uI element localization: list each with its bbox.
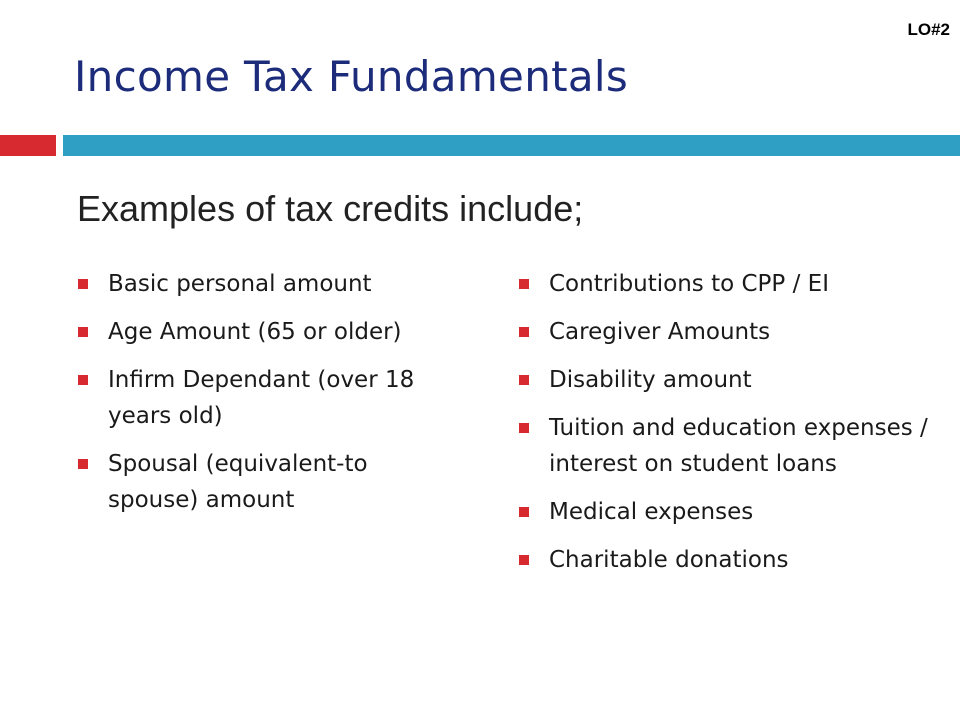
list-item	[515, 314, 945, 350]
list-item-text: Basic personal amount	[108, 271, 372, 297]
list-item-text: Infirm Dependant (over 18 years old)	[108, 367, 415, 429]
slide-subtitle: Examples of tax credits include;	[77, 188, 584, 229]
list-item	[74, 362, 454, 434]
learning-objective-tag: LO#2	[907, 20, 950, 39]
list-item	[74, 314, 454, 350]
list-item	[515, 410, 945, 482]
slide-title: Income Tax Fundamentals	[74, 52, 629, 101]
list-item-text: Spousal (equivalent-to spouse) amount	[108, 451, 368, 513]
list-item	[74, 266, 454, 302]
square-bullet-icon	[78, 375, 88, 385]
list-item-text: Tuition and education expenses / interest on student loans	[549, 415, 928, 477]
square-bullet-icon	[519, 327, 529, 337]
square-bullet-icon	[519, 423, 529, 433]
title-rule-red-segment	[0, 135, 56, 156]
square-bullet-icon	[519, 375, 529, 385]
square-bullet-icon	[519, 279, 529, 289]
square-bullet-icon	[519, 555, 529, 565]
list-item	[515, 266, 945, 302]
list-item-text: Charitable donations	[549, 547, 789, 573]
list-item-text: Contributions to CPP / EI	[549, 271, 829, 297]
square-bullet-icon	[78, 327, 88, 337]
list-item-text: Medical expenses	[549, 499, 754, 525]
list-item-text: Age Amount (65 or older)	[108, 319, 402, 345]
list-item	[515, 542, 945, 578]
square-bullet-icon	[78, 459, 88, 469]
list-item-text: Disability amount	[549, 367, 752, 393]
square-bullet-icon	[519, 507, 529, 517]
list-item	[74, 446, 454, 518]
list-item	[515, 494, 945, 530]
right-bullet-list	[515, 266, 945, 590]
list-item	[515, 362, 945, 398]
title-rule-blue-segment	[63, 135, 960, 156]
left-bullet-list	[74, 266, 454, 530]
list-item-text: Caregiver Amounts	[549, 319, 771, 345]
square-bullet-icon	[78, 279, 88, 289]
